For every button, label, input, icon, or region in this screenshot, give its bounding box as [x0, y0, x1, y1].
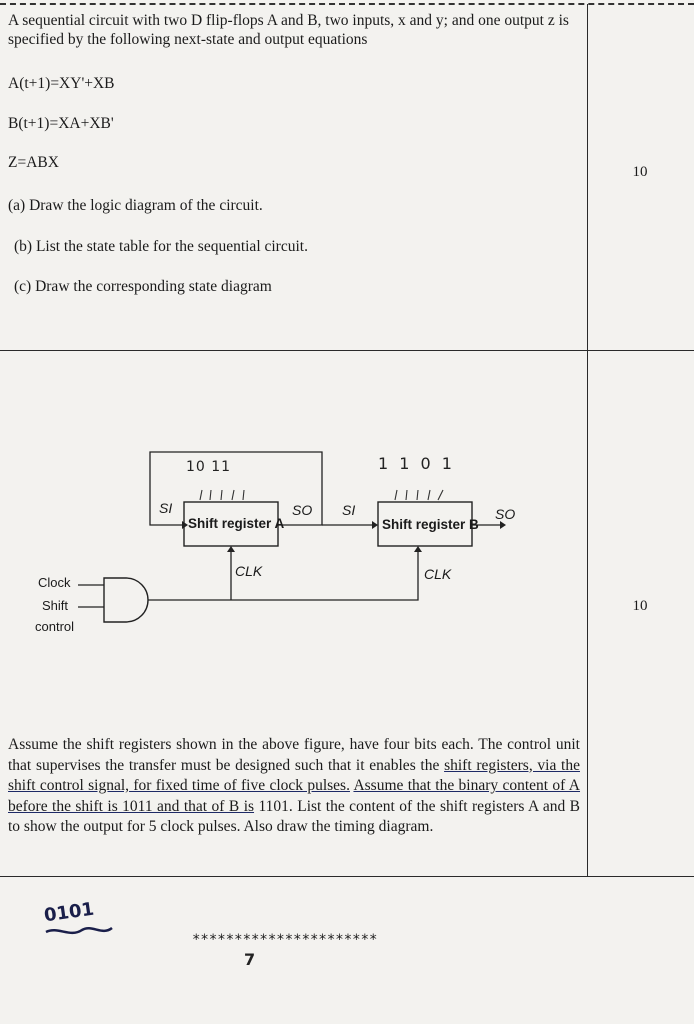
handwritten-a-content: 10 11 — [186, 459, 232, 475]
q2-paragraph — [8, 735, 580, 838]
q1-part-c: (c) Draw the corresponding state diagram — [14, 278, 272, 295]
clk-wire — [148, 548, 418, 600]
row-divider — [0, 876, 694, 877]
q2-para-line-2: shift registers, via the shift control signal, for fixed time of five clock pulses. — [8, 756, 580, 794]
q1-equation-z: Z=ABX — [8, 154, 59, 171]
si-b-label: SI — [342, 502, 356, 518]
handwritten-note: 0101 — [42, 898, 96, 927]
q2-para-line-3: Assume that the binary content of A before the shift is 1011 and that of B is — [8, 777, 581, 815]
shift-register-figure — [0, 440, 587, 640]
q1-part-b: (b) List the state table for the sequential circuit. — [14, 238, 308, 255]
table-divider — [587, 4, 588, 876]
si-b-arrow — [372, 521, 378, 529]
clk-b-label: CLK — [424, 566, 452, 582]
clock-label: Clock — [38, 575, 71, 590]
dotted-line: ********************** — [192, 932, 378, 948]
so-b-label: SO — [495, 506, 516, 522]
q1-equation-b: B(t+1)=XA+XB' — [8, 115, 114, 132]
shift-label: Shift — [42, 598, 69, 613]
handwritten-b-content: 1 1 0 1 — [378, 454, 455, 473]
q1-part-a: (a) Draw the logic diagram of the circuit. — [8, 197, 263, 214]
register-b-bit-ticks — [395, 490, 443, 500]
so-a-label: SO — [292, 502, 313, 518]
handwritten-page-number: 7 — [244, 950, 256, 969]
top-dashed-border — [0, 3, 694, 5]
q2-para-line-4: 1101. List the content of the shift registers A and B to show the output for 5 clock pulses. Also draw the timing diagram. — [8, 797, 580, 835]
q1-equation-a: A(t+1)=XY'+XB — [8, 75, 115, 92]
clk-a-label: CLK — [235, 563, 263, 579]
register-a-bit-ticks — [200, 490, 244, 500]
clk-a-arrow — [227, 546, 235, 552]
scribble-mark — [40, 918, 120, 948]
q2-para-line-1: Assume the shift registers shown in the above figure, have four bits each. The control unit that supervises the transfer must be designed such that it enables the — [8, 736, 580, 774]
si-a-label: SI — [159, 500, 173, 516]
so-b-arrow — [500, 521, 506, 529]
q1-marks: 10 — [632, 164, 648, 180]
q2-marks: 10 — [632, 598, 648, 614]
register-b-label: Shift register B — [382, 517, 479, 532]
clk-b-arrow — [414, 546, 422, 552]
and-gate — [104, 578, 148, 622]
register-a-label: Shift register A — [188, 516, 285, 531]
control-label: control — [35, 619, 75, 634]
q1-intro: A sequential circuit with two D flip-flops A and B, two inputs, x and y; and one output z is specified by the following next-state and output equations — [8, 12, 569, 48]
row-divider — [0, 350, 694, 351]
